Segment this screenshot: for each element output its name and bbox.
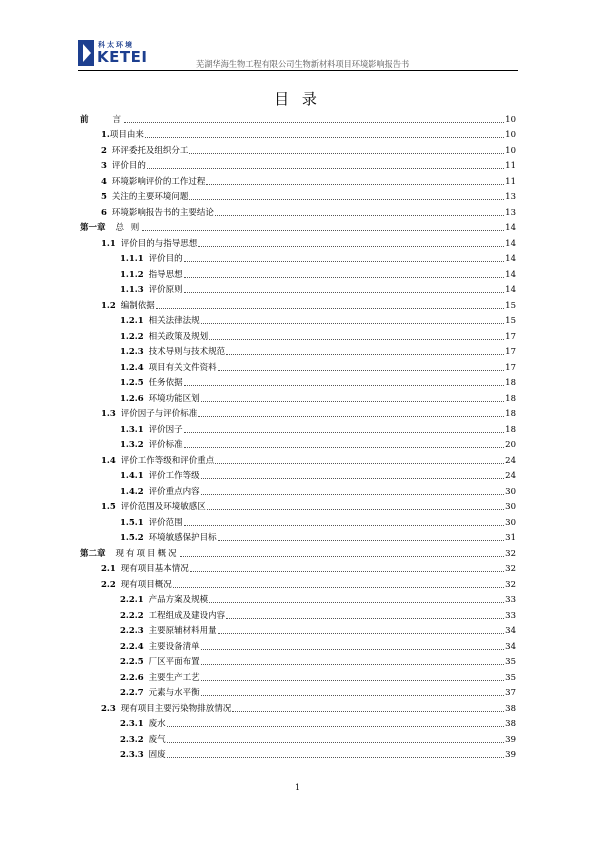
toc-entry[interactable] <box>80 156 516 172</box>
toc-dot-leader <box>145 137 504 138</box>
toc-dot-leader <box>184 432 504 433</box>
toc-entry-number: 2 <box>101 145 107 156</box>
toc-entry-label <box>101 128 144 140</box>
toc-dot-leader <box>201 680 504 681</box>
toc-entry[interactable] <box>80 528 516 544</box>
toc-entry-title: 评价重点内容 <box>148 486 200 497</box>
toc-entry-number: 2.2.5 <box>120 657 144 667</box>
toc-entry-number: 1.2.6 <box>120 393 144 404</box>
toc-dot-leader <box>147 168 504 169</box>
toc-entry-number: 1.2.1 <box>120 316 144 326</box>
toc-entry-title: 废水 <box>148 719 166 729</box>
toc-dot-leader <box>201 478 504 479</box>
toc-dot-leader <box>218 540 504 541</box>
toc-entry-title: 项目有关文件资料 <box>148 362 217 373</box>
company-logo <box>78 40 150 68</box>
toc-dot-leader <box>201 323 504 324</box>
toc-entry[interactable] <box>80 311 516 327</box>
toc-entry-number: 1.4.1 <box>120 471 144 481</box>
toc-entry-title: 元素与水平衡 <box>148 688 200 698</box>
toc-entry-title: 固废 <box>148 750 166 760</box>
toc-entry-label <box>120 345 225 357</box>
toc-entry[interactable] <box>80 280 516 296</box>
toc-entry-page: 14 <box>505 223 516 233</box>
toc-entry-number: 第二章 <box>80 548 106 559</box>
toc-entry-page: 17 <box>505 331 516 342</box>
toc-entry-page: 18 <box>505 424 516 435</box>
toc-entry-title: 相关法律法规 <box>148 316 200 326</box>
toc-dot-leader <box>201 401 504 402</box>
toc-title: 目 录 <box>274 90 321 108</box>
toc-entry-number: 2.1 <box>101 564 116 574</box>
toc-entry-title: 主要生产工艺 <box>148 672 200 683</box>
toc-entry[interactable] <box>80 342 516 358</box>
toc-entry-label <box>120 252 183 264</box>
toc-entry-label <box>120 376 183 388</box>
toc-entry-title: 评价目的与指导思想 <box>120 238 198 249</box>
toc-entry-title: 评价标准 <box>148 440 183 450</box>
toc-entry-number: 第一章 <box>80 223 106 233</box>
toc-entry-label <box>120 748 166 760</box>
toc-dot-leader <box>198 416 504 417</box>
toc-entry[interactable] <box>80 326 516 342</box>
toc-dot-leader <box>226 354 504 355</box>
toc-entry-title: 工程组成及建设内容 <box>148 610 226 621</box>
toc-entry-label <box>120 485 200 497</box>
toc-entry[interactable] <box>80 187 516 203</box>
toc-dot-leader <box>156 308 504 309</box>
toc-entry-title: 环境影响评价的工作过程 <box>111 176 206 187</box>
toc-entry[interactable] <box>80 435 516 451</box>
toc-entry-number: 1.1.1 <box>120 254 144 264</box>
toc-entry-page: 33 <box>505 595 516 605</box>
toc-entry-label <box>101 562 189 574</box>
toc-entry-label <box>120 531 217 543</box>
toc-entry-title: 评价原则 <box>148 285 183 295</box>
toc-entry-label <box>120 593 208 605</box>
toc-entry-page: 14 <box>505 254 516 264</box>
toc-entry-label <box>120 361 217 373</box>
toc-entry[interactable] <box>80 714 516 730</box>
toc-dot-leader <box>218 370 504 371</box>
toc-entry[interactable] <box>80 559 516 575</box>
toc-entry-label <box>120 283 183 295</box>
logo-english-text: KETEI <box>97 48 148 66</box>
toc-entry-title: 评价工作等级 <box>148 471 200 481</box>
toc-dot-leader <box>173 587 504 588</box>
toc-entry-page: 38 <box>505 719 516 729</box>
toc-entry-title: 环境功能区划 <box>148 393 200 404</box>
toc-dot-leader <box>184 447 504 448</box>
toc-entry-title: 相关政策及规划 <box>148 331 209 342</box>
toc-entry[interactable] <box>80 497 516 513</box>
toc-entry-label <box>120 671 200 683</box>
toc-entry-page: 18 <box>505 409 516 419</box>
toc-entry[interactable] <box>80 357 516 373</box>
toc-entry-title: 环境影响报告书的主要结论 <box>111 207 214 218</box>
toc-entry[interactable] <box>80 404 516 420</box>
toc-entry-label <box>120 469 200 481</box>
toc-entry[interactable] <box>80 373 516 389</box>
toc-entry-page: 11 <box>505 161 516 171</box>
toc-entry-page: 39 <box>505 750 516 760</box>
toc-entry-label <box>101 144 188 156</box>
toc-entry-number: 1.2.4 <box>120 362 144 373</box>
toc-entry-title: 评价范围 <box>148 517 183 528</box>
toc-entry-label <box>120 314 200 326</box>
toc-entry-page: 11 <box>505 176 516 187</box>
toc-dot-leader <box>189 199 504 200</box>
toc-entry[interactable] <box>80 249 516 265</box>
toc-entry[interactable] <box>80 295 516 311</box>
toc-entry[interactable] <box>80 218 516 234</box>
toc-dot-leader <box>184 292 504 293</box>
toc-entry-page: 24 <box>505 471 516 481</box>
toc-entry-number: 2.2.4 <box>120 641 144 652</box>
toc-entry[interactable] <box>80 590 516 606</box>
toc-entry-number: 3 <box>101 161 107 171</box>
toc-entry-page: 33 <box>505 610 516 621</box>
toc-entry-label <box>80 547 179 559</box>
toc-dot-leader <box>215 215 504 216</box>
toc-entry-number: 1.3.2 <box>120 440 144 450</box>
toc-entry-title: 厂区平面布置 <box>148 657 200 667</box>
toc-entry[interactable] <box>80 125 516 141</box>
toc-dot-leader <box>167 742 504 743</box>
toc-entry-title: 产品方案及规模 <box>148 595 209 605</box>
toc-entry-number: 1.1.3 <box>120 285 144 295</box>
toc-dot-leader <box>218 633 504 634</box>
toc-entry-number: 5 <box>101 192 107 202</box>
toc-entry-number: 1.5.2 <box>120 533 144 543</box>
toc-entry-number: 1.2.3 <box>120 347 144 357</box>
page-number: 1 <box>294 783 301 792</box>
toc-dot-leader <box>190 571 504 572</box>
toc-entry-title: 言 <box>112 114 124 125</box>
toc-entry-title: 编制依据 <box>120 300 155 311</box>
toc-dot-leader <box>226 618 504 619</box>
toc-entry[interactable] <box>80 574 516 590</box>
toc-entry-label <box>101 500 206 512</box>
toc-entry-title: 评价目的 <box>148 254 183 264</box>
toc-entry-page: 13 <box>505 207 516 218</box>
toc-entry-number: 2.2.6 <box>120 672 144 683</box>
toc-dot-leader <box>201 649 504 650</box>
toc-entry-number: 1.2.2 <box>120 331 144 342</box>
toc-entry-label <box>120 423 183 435</box>
toc-entry-page: 39 <box>505 734 516 745</box>
toc-entry[interactable] <box>80 388 516 404</box>
toc-dot-leader <box>184 385 504 386</box>
toc-entry-number: 2.3.1 <box>120 719 144 729</box>
toc-dot-leader <box>167 726 504 727</box>
toc-entry[interactable] <box>80 109 516 125</box>
toc-entry-title: 总 则 <box>115 223 142 233</box>
toc-entry[interactable] <box>80 512 516 528</box>
toc-entry[interactable] <box>80 729 516 745</box>
toc-entry-page: 14 <box>505 238 516 249</box>
toc-dot-leader <box>209 602 504 603</box>
toc-entry-label <box>120 733 166 745</box>
toc-entry-number: 2.3.3 <box>120 750 144 760</box>
toc-entry-page: 34 <box>505 641 516 652</box>
toc-entry-number: 1.3 <box>101 409 116 419</box>
toc-entry[interactable] <box>80 698 516 714</box>
toc-dot-leader <box>201 695 504 696</box>
header-rule <box>78 70 518 71</box>
toc-entry-page: 20 <box>505 440 516 450</box>
toc-entry-number: 4 <box>101 176 107 187</box>
toc-entry[interactable] <box>80 450 516 466</box>
toc-entry-page: 24 <box>505 455 516 466</box>
toc-entry-page: 18 <box>505 393 516 404</box>
toc-entry-number: 2.3 <box>101 703 116 714</box>
toc-entry-label <box>120 624 217 636</box>
toc-entry[interactable] <box>80 667 516 683</box>
toc-entry-page: 18 <box>505 378 516 388</box>
toc-dot-leader <box>124 122 504 123</box>
toc-entry-title: 现有项目概况 <box>120 579 172 590</box>
toc-entry-title: 主要原辅材料用量 <box>148 626 217 636</box>
toc-entry-number: 1.1 <box>101 238 116 249</box>
toc-entry-label <box>101 702 231 714</box>
toc-dot-leader <box>232 711 504 712</box>
table-of-contents <box>80 109 516 760</box>
toc-entry[interactable] <box>80 481 516 497</box>
toc-entry-title: 评价因子与评价标准 <box>120 409 198 419</box>
toc-entry-title: 现有项目主要污染物排放情况 <box>120 703 232 714</box>
toc-entry-page: 30 <box>505 502 516 512</box>
toc-entry-label <box>120 438 183 450</box>
toc-entry[interactable] <box>80 202 516 218</box>
toc-dot-leader <box>198 246 504 247</box>
toc-entry-title: 环评委托及组织分工 <box>111 145 189 156</box>
logo-mark-icon <box>78 40 94 66</box>
toc-entry-label <box>120 516 183 528</box>
toc-entry-page: 35 <box>505 672 516 683</box>
toc-entry-title: 现有项目基本情况 <box>120 564 189 574</box>
toc-dot-leader <box>207 509 504 510</box>
toc-entry-page: 17 <box>505 347 516 357</box>
toc-entry[interactable] <box>80 140 516 156</box>
toc-entry-page: 32 <box>505 564 516 574</box>
toc-entry-title: 环境敏感保护目标 <box>148 533 217 543</box>
toc-entry-title: 主要设备清单 <box>148 641 200 652</box>
toc-entry-page: 31 <box>505 533 516 543</box>
toc-entry-label <box>120 392 200 404</box>
toc-entry[interactable] <box>80 621 516 637</box>
toc-entry-label <box>80 113 123 125</box>
toc-entry-number: 1.4.2 <box>120 486 144 497</box>
toc-dot-leader <box>167 757 504 758</box>
toc-entry-page: 17 <box>505 362 516 373</box>
toc-entry-label <box>120 686 200 698</box>
toc-entry-page: 10 <box>505 130 516 140</box>
toc-entry-label <box>120 717 166 729</box>
toc-entry-title: 评价工作等级和评价重点 <box>120 455 215 466</box>
header-title: 芜湖华海生物工程有限公司生物新材料项目环境影响报告书 <box>196 59 410 69</box>
toc-entry-title: 技术导则与技术规范 <box>148 347 226 357</box>
toc-entry-page: 15 <box>505 316 516 326</box>
toc-entry-number: 1.1.2 <box>120 269 144 280</box>
toc-entry[interactable] <box>80 264 516 280</box>
toc-dot-leader <box>215 463 504 464</box>
toc-entry-number: 1.5.1 <box>120 517 144 528</box>
toc-entry-page: 14 <box>505 285 516 295</box>
toc-entry-number: 1.2.5 <box>120 378 144 388</box>
toc-entry[interactable] <box>80 543 516 559</box>
toc-entry-number: 2.2.7 <box>120 688 144 698</box>
toc-entry-number: 2.2.2 <box>120 610 144 621</box>
toc-dot-leader <box>189 153 504 154</box>
toc-entry[interactable] <box>80 636 516 652</box>
toc-entry-number: 1.4 <box>101 455 116 466</box>
toc-entry-title: 指导思想 <box>148 269 183 280</box>
toc-entry-title: 评价目的 <box>111 161 146 171</box>
toc-entry-page: 14 <box>505 269 516 280</box>
toc-entry-number: 2.2 <box>101 579 116 590</box>
toc-entry-title: 废气 <box>148 734 166 745</box>
toc-entry-page: 32 <box>505 548 516 559</box>
toc-entry-number: 2.2.1 <box>120 595 144 605</box>
toc-entry-page: 38 <box>505 703 516 714</box>
toc-entry-label <box>101 175 205 187</box>
toc-entry-number: 1.3.1 <box>120 424 144 435</box>
toc-entry-label <box>120 268 183 280</box>
toc-entry[interactable] <box>80 683 516 699</box>
toc-entry-title: 现有项目概况 <box>115 548 179 559</box>
toc-entry[interactable] <box>80 605 516 621</box>
toc-entry-page: 30 <box>505 517 516 528</box>
toc-entry-label <box>120 609 225 621</box>
toc-dot-leader <box>206 184 504 185</box>
toc-entry-title: 关注的主要环境问题 <box>111 192 189 202</box>
toc-dot-leader <box>184 261 504 262</box>
toc-entry-label <box>120 640 200 652</box>
toc-dot-leader <box>142 230 504 231</box>
toc-entry-page: 30 <box>505 486 516 497</box>
toc-entry-label <box>101 578 172 590</box>
toc-entry-page: 37 <box>505 688 516 698</box>
toc-entry-page: 10 <box>505 114 516 125</box>
toc-entry-page: 10 <box>505 145 516 156</box>
toc-entry-label <box>101 237 197 249</box>
toc-entry-label <box>101 454 214 466</box>
toc-entry-number: 1.2 <box>101 300 116 311</box>
toc-entry-label <box>101 159 146 171</box>
toc-entry-page: 32 <box>505 579 516 590</box>
toc-entry-number: 2.3.2 <box>120 734 144 745</box>
page-header <box>78 40 518 72</box>
toc-entry-number: 1. <box>101 130 110 140</box>
toc-entry[interactable] <box>80 171 516 187</box>
toc-entry-page: 35 <box>505 657 516 667</box>
toc-entry-title: 任务依据 <box>148 378 183 388</box>
toc-entry-page: 34 <box>505 626 516 636</box>
toc-entry-title: 评价因子 <box>148 424 183 435</box>
toc-entry-title: 项目由来 <box>109 130 144 140</box>
toc-entry[interactable] <box>80 233 516 249</box>
toc-entry-page: 15 <box>505 300 516 311</box>
toc-entry-title: 评价范围及环境敏感区 <box>120 502 206 512</box>
toc-dot-leader <box>209 339 504 340</box>
toc-entry-page: 13 <box>505 192 516 202</box>
toc-entry-label <box>101 407 197 419</box>
toc-entry-number: 前 <box>80 114 89 125</box>
toc-entry-label <box>80 221 141 233</box>
toc-dot-leader <box>184 525 504 526</box>
toc-entry-number: 6 <box>101 207 107 218</box>
toc-dot-leader <box>184 277 504 278</box>
toc-entry-label <box>120 330 208 342</box>
toc-entry[interactable] <box>80 419 516 435</box>
toc-entry[interactable] <box>80 745 516 761</box>
logo-chinese-text: 科太环境 <box>98 41 134 49</box>
toc-entry-label <box>101 299 155 311</box>
toc-entry-label <box>120 655 200 667</box>
toc-entry[interactable] <box>80 466 516 482</box>
toc-dot-leader <box>201 664 504 665</box>
toc-entry-number: 2.2.3 <box>120 626 144 636</box>
toc-entry-label <box>101 206 214 218</box>
toc-entry-number: 1.5 <box>101 502 116 512</box>
toc-dot-leader <box>180 556 505 557</box>
toc-entry-label <box>101 190 188 202</box>
toc-entry[interactable] <box>80 652 516 668</box>
toc-dot-leader <box>201 494 504 495</box>
